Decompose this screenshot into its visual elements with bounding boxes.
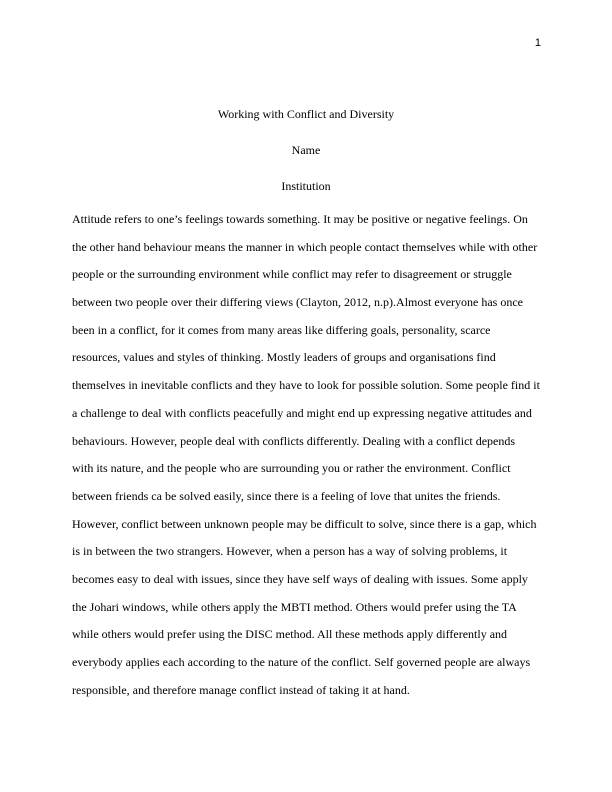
paragraph-line: people or the surrounding environment while conflict may refer to disagreement or struggle — [72, 267, 512, 282]
paragraph-line: between two people over their differing views (Clayton, 2012, n.p).Almost everyone has once — [72, 295, 523, 310]
paragraph-line: the other hand behaviour means the manner in which people contact themselves while with other — [72, 239, 538, 254]
paragraph-line: Attitude refers to one’s feelings towards something. It may be positive or negative feelings. On — [72, 212, 528, 226]
author-name: Name — [291, 143, 321, 157]
paragraph-line: between friends ca be solved easily, since there is a feeling of love that unites the friends. — [72, 488, 501, 503]
document-title: Working with Conflict and Diversity — [217, 107, 395, 121]
page-number: 1 — [534, 37, 541, 49]
paragraph-line: the Johari windows, while others apply the MBTI method. Others would prefer using the TA — [72, 599, 517, 614]
paragraph-line: resources, values and styles of thinking. Mostly leaders of groups and organisations find — [72, 350, 496, 365]
paragraph-line: everybody applies each according to the nature of the conflict. Self governed people are always — [72, 655, 531, 669]
institution-name: Institution — [281, 179, 331, 193]
paragraph-line: However, conflict between unknown people may be difficult to solve, since there is a gap, which — [72, 516, 537, 531]
title-block — [0, 105, 612, 213]
paragraph-line: themselves in inevitable conflicts and they have to look for possible solution. Some people find it — [72, 378, 540, 393]
paragraph-line: becomes easy to deal with issues, since they have self ways of dealing with issues. Some apply — [72, 571, 528, 586]
paragraph-line: been in a conflict, for it comes from many areas like differing goals, personality, scarce — [72, 322, 491, 337]
paragraph-line: is in between the two strangers. However, when a person has a way of solving problems, it — [72, 544, 508, 559]
paragraph-line: while others would prefer using the DISC method. All these methods apply differently and — [72, 627, 508, 642]
paragraph-line: behaviours. However, people deal with conflicts differently. Dealing with a conflict depends — [72, 433, 516, 448]
paragraph-line: with its nature, and the people who are surrounding you or rather the environment. Conflict — [72, 461, 511, 476]
paragraph-line: responsible, and therefore manage conflict instead of taking it at hand. — [72, 682, 410, 697]
paragraph-line: a challenge to deal with conflicts peacefully and might end up expressing negative attitudes and — [72, 405, 532, 420]
body-paragraph — [72, 210, 542, 708]
